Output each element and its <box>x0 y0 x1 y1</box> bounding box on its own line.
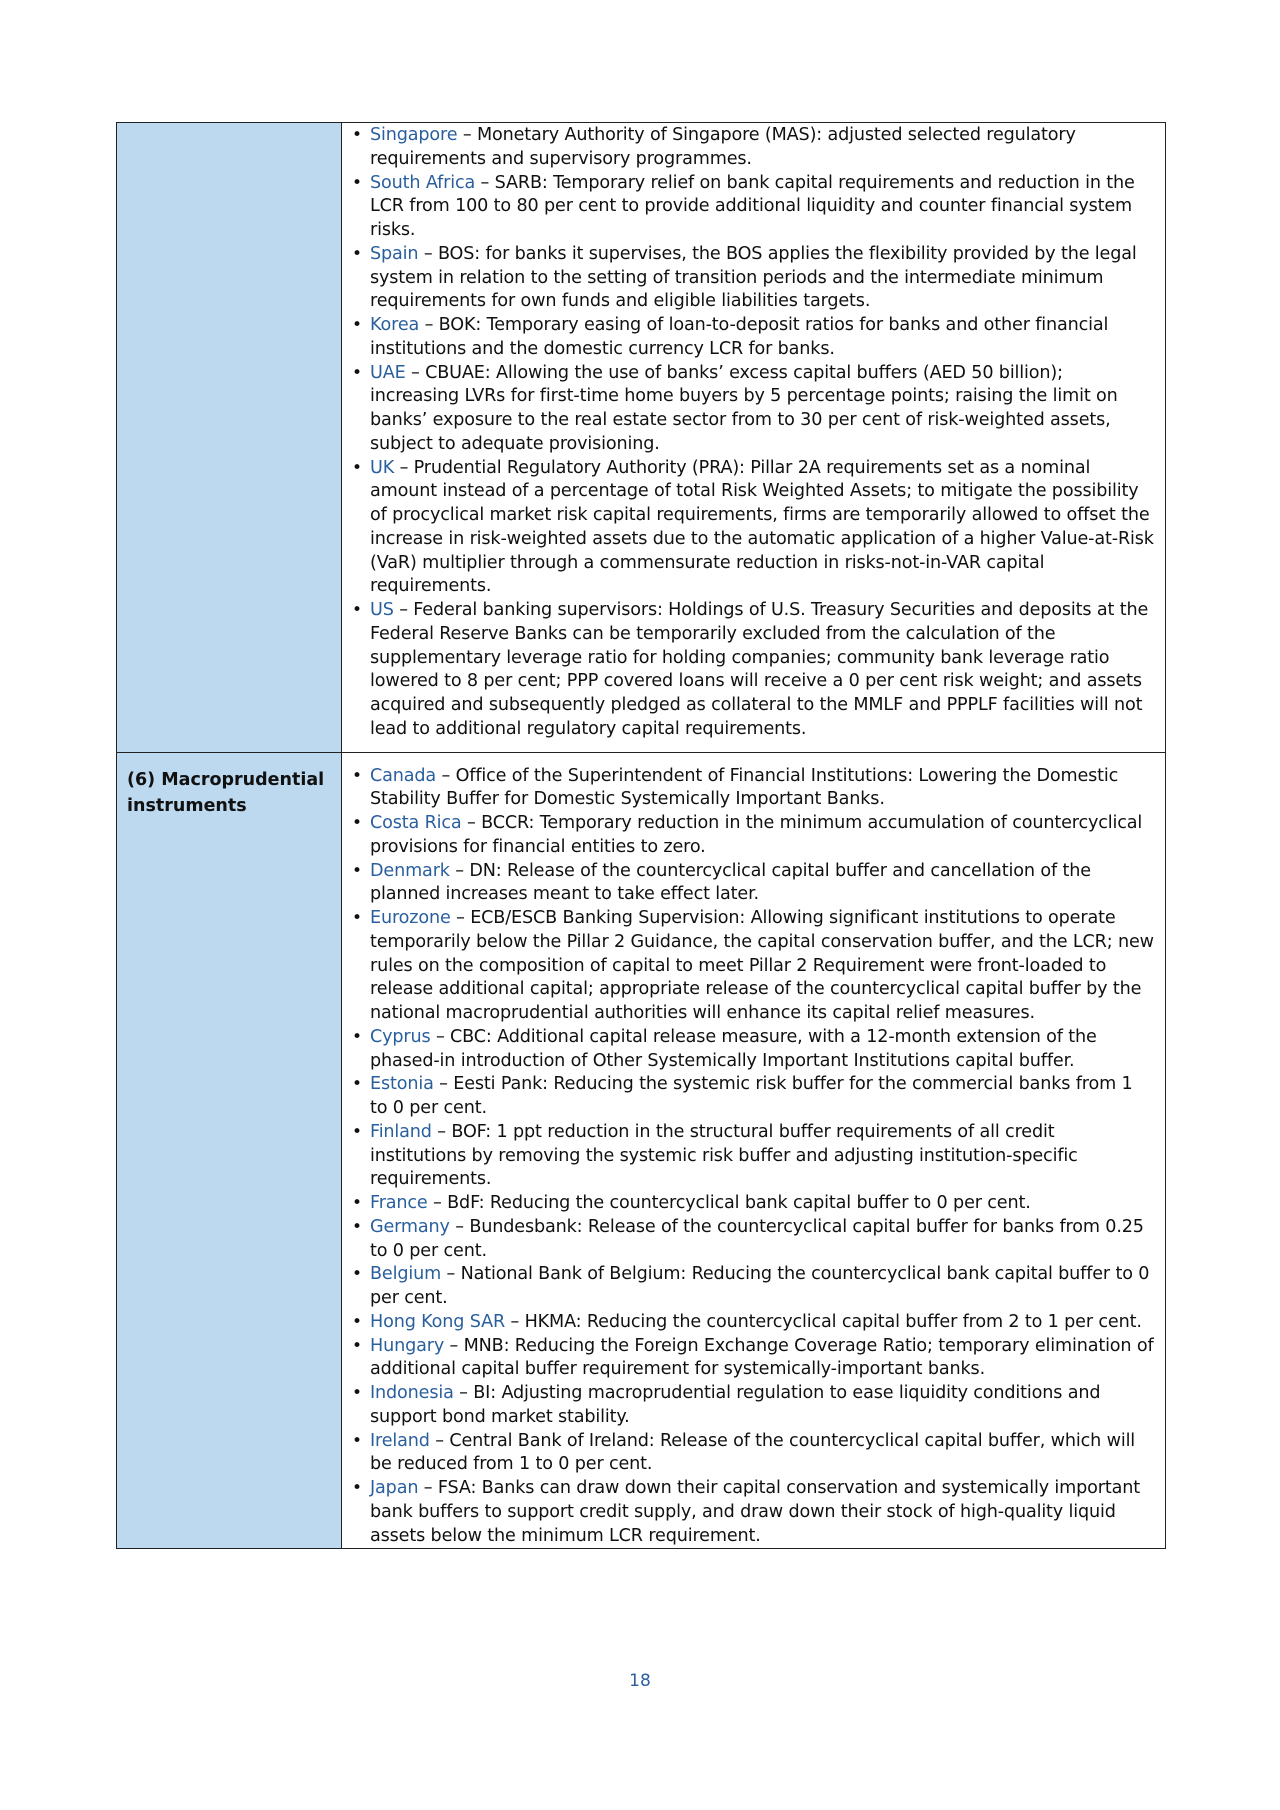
measure-description: – DN: Release of the countercyclical capital buffer and cancellation of the planned increases meant to take effect later. <box>370 860 1091 905</box>
country-name: Cyprus <box>370 1026 431 1047</box>
list-item <box>350 172 1155 243</box>
measure-description: – BOS: for banks it supervises, the BOS applies the flexibility provided by the legal system in relation to the setting of transition periods and the intermediate minimum requirements for own funds and eligible liabilities targets. <box>370 243 1137 312</box>
measure-description: – Federal banking supervisors: Holdings of U.S. Treasury Securities and deposits at the Federal Reserve Banks can be temporarily excluded from the calculation of the supplementary leverage ratio for holding companies; community bank leverage ratio lowered to 8 per cent; PPP covered loans will receive a 0 per cent risk weight; and assets acquired and subsequently pledged as collateral to the MMLF and PPPLF facilities will not lead to additional regulatory capital requirements. <box>370 600 1149 739</box>
measure-description: – National Bank of Belgium: Reducing the countercyclical bank capital buffer to 0 per cent. <box>370 1264 1150 1308</box>
country-name: US <box>370 600 394 620</box>
country-name: Canada <box>370 765 437 786</box>
measure-description: – SARB: Temporary relief on bank capital requirements and reduction in the LCR from 100 to 80 per cent to provide additional liquidity and counter financial system risks. <box>370 172 1135 240</box>
country-name: UK <box>370 457 395 478</box>
table-row <box>117 123 1166 753</box>
list-item <box>350 1382 1155 1430</box>
country-name: Korea <box>370 315 420 335</box>
measure-description: – CBUAE: Allowing the use of banks’ excess capital buffers (AED 50 billion); increasing LVRs for first-time home buyers by 5 percentage points; raising the limit on banks’ exposure to the real estate sector from to 30 per cent of risk-weighted assets, subject to adequate provisioning. <box>370 362 1118 454</box>
list-item <box>350 812 1155 860</box>
measure-description: – ECB/ESCB Banking Supervision: Allowing significant institutions to operate temporarily below the Pillar 2 Guidance, the capital conservation buffer, and the LCR; new rules on the composition of capital to meet Pillar 2 Requirement were front-loaded to release additional capital; appropriate release of the countercyclical capital buffer by the national macroprudential authorities will enhance its capital relief measures. <box>370 908 1154 1023</box>
measures-list <box>342 753 1165 1549</box>
measure-description: – Prudential Regulatory Authority (PRA): Pillar 2A requirements set as a nominal amount instead of a percentage of total Risk Weighted Assets; to mitigate the possibility of procyclical market risk capital requirements, firms are temporarily allowed to offset the increase in risk-weighted assets due to the automatic application of a higher Value-at-Risk (VaR) multiplier through a commensurate reduction in risks-not-in-VAR capital requirements. <box>370 457 1154 597</box>
list-item <box>350 1216 1155 1264</box>
measure-description: – HKMA: Reducing the countercyclical capital buffer from 2 to 1 per cent. <box>505 1311 1142 1332</box>
list-item <box>350 1477 1155 1548</box>
country-name: South Africa <box>370 172 476 193</box>
measure-description: – BOF: 1 ppt reduction in the structural buffer requirements of all credit institutions by removing the systemic risk buffer and adjusting institution-specific requirements. <box>370 1121 1078 1190</box>
list-item <box>350 124 1155 172</box>
country-name: Spain <box>370 243 419 264</box>
list-item <box>350 243 1155 314</box>
measures-list <box>342 123 1165 752</box>
list-item <box>350 907 1155 1026</box>
country-name: France <box>370 1193 428 1213</box>
country-name: Ireland <box>370 1430 430 1451</box>
list-item <box>350 1430 1155 1478</box>
country-name: Eurozone <box>370 908 451 928</box>
measure-description: – MNB: Reducing the Foreign Exchange Coverage Ratio; temporary elimination of additional capital buffer requirement for systemically-important banks. <box>370 1335 1154 1380</box>
section-content-cell <box>342 123 1166 753</box>
section-label <box>117 123 341 137</box>
section-label: (6) Macroprudential instruments <box>127 769 325 816</box>
measure-description: – FSA: Banks can draw down their capital conservation and systemically important bank buffers to support credit supply, and draw down their stock of high-quality liquid assets below the minimum LCR requirement. <box>370 1478 1140 1546</box>
list-item <box>350 1026 1155 1074</box>
list-item <box>350 860 1155 908</box>
measure-description: – BOK: Temporary easing of loan-to-deposit ratios for banks and other financial institutions and the domestic currency LCR for banks. <box>370 315 1109 359</box>
list-item <box>350 599 1155 742</box>
country-name: Hong Kong SAR <box>370 1311 506 1332</box>
section-label-cell <box>117 752 342 1549</box>
country-name: UAE <box>370 362 406 383</box>
country-name: Estonia <box>370 1074 434 1095</box>
measure-description: – Bundesbank: Release of the countercyclical capital buffer for banks from 0.25 to 0 per cent. <box>370 1216 1144 1261</box>
list-item <box>350 1073 1155 1121</box>
list-item <box>350 1263 1155 1311</box>
country-name: Costa Rica <box>370 813 462 833</box>
section-content-cell <box>342 752 1166 1549</box>
list-item <box>350 1192 1155 1216</box>
country-name: Indonesia <box>370 1383 454 1403</box>
page-number: 18 <box>629 1671 651 1691</box>
measure-description: – Monetary Authority of Singapore (MAS): adjusted selected regulatory requirements and supervisory programmes. <box>370 125 1076 169</box>
country-name: Belgium <box>370 1264 442 1285</box>
country-name: Germany <box>370 1216 450 1237</box>
measure-description: – Eesti Pank: Reducing the systemic risk buffer for the commercial banks from 1 to 0 per cent. <box>370 1074 1133 1118</box>
country-name: Japan <box>370 1478 419 1498</box>
list-item <box>350 1335 1155 1383</box>
table-row <box>117 752 1166 1549</box>
country-name: Hungary <box>370 1335 445 1356</box>
measure-description: – CBC: Additional capital release measure, with a 12-month extension of the phased-in introduction of Other Systemically Important Institutions capital buffer. <box>370 1026 1097 1071</box>
list-item <box>350 1121 1155 1192</box>
country-name: Singapore <box>370 125 458 145</box>
list-item <box>350 314 1155 362</box>
list-item <box>350 1311 1155 1335</box>
list-item <box>350 457 1155 600</box>
measure-description: – Office of the Superintendent of Financial Institutions: Lowering the Domestic Stability Buffer for Domestic Systemically Important Banks. <box>370 765 1119 810</box>
measure-description: – BI: Adjusting macroprudential regulation to ease liquidity conditions and support bond market stability. <box>370 1383 1101 1427</box>
section-label-cell <box>117 123 342 753</box>
country-name: Denmark <box>370 860 450 881</box>
list-item <box>350 765 1155 813</box>
country-name: Finland <box>370 1121 432 1142</box>
list-item <box>350 362 1155 457</box>
measure-description: – BdF: Reducing the countercyclical bank capital buffer to 0 per cent. <box>427 1193 1031 1213</box>
measure-description: – Central Bank of Ireland: Release of the countercyclical capital buffer, which will be reduced from 1 to 0 per cent. <box>370 1430 1136 1475</box>
measure-description: – BCCR: Temporary reduction in the minimum accumulation of countercyclical provisions for financial entities to zero. <box>370 813 1143 857</box>
measures-table <box>116 122 1166 1549</box>
